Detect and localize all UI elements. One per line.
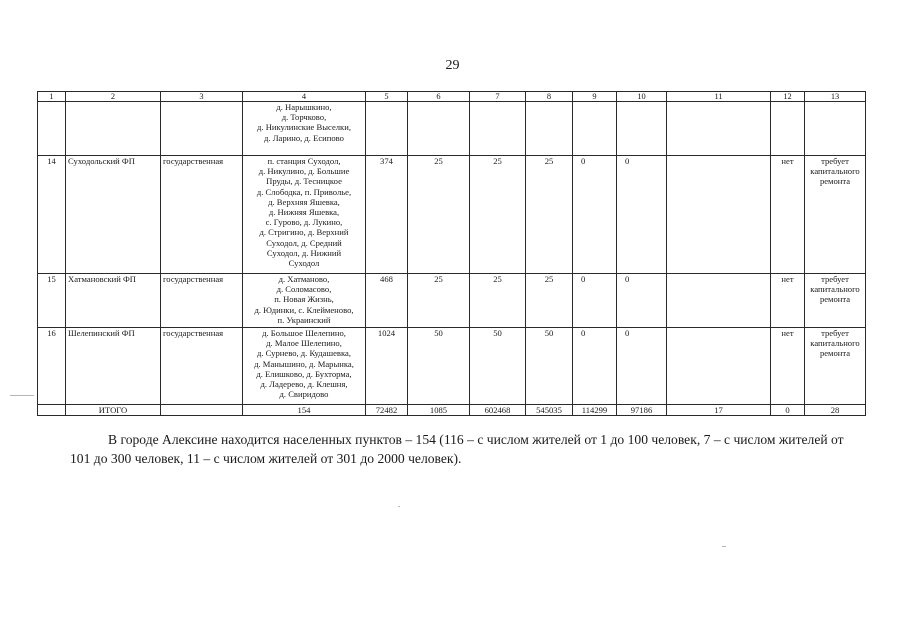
settlement-line: д. Свиридово — [279, 389, 329, 400]
facility-name: Шелепинский ФП — [66, 328, 161, 405]
settlement-line: Суходол, д. Нижний — [266, 247, 342, 258]
facility-name — [66, 102, 161, 156]
settlement-line: д. Юдинки, с. Клейменово, — [254, 304, 354, 315]
settlement-line: д. Соломасово, — [276, 284, 332, 295]
population: 374 — [366, 156, 408, 274]
settlements-list — [243, 274, 366, 328]
col-6-value: 50 — [408, 328, 470, 405]
condition-note: требует капитального ремонта — [805, 274, 866, 328]
total-col-12: 0 — [771, 405, 805, 416]
settlement-line: п. станция Суходол, — [267, 156, 341, 166]
settlement-line: п. Украинский — [277, 314, 331, 325]
col-10-value — [617, 102, 667, 156]
settlement-line: д. Манышино, д. Марынка, — [254, 358, 354, 369]
column-number: 7 — [470, 92, 526, 102]
column-number: 12 — [771, 92, 805, 102]
population — [366, 102, 408, 156]
total-empty-cell — [38, 405, 66, 416]
medical-facilities-table — [37, 91, 866, 416]
settlement-line: д. Сурнево, д. Кудашевка, — [257, 348, 351, 359]
column-number: 3 — [161, 92, 243, 102]
col-6-value: 25 — [408, 274, 470, 328]
col-6-value — [408, 102, 470, 156]
settlement-line: д. Нарышкино, — [276, 102, 332, 112]
settlement-line: д. Верхняя Яшевка, — [268, 196, 340, 207]
settlement-line: п. Новая Жизнь, — [274, 294, 334, 305]
total-col-6: 1085 — [408, 405, 470, 416]
settlement-line: д. Елишково, д. Бухторма, — [256, 368, 352, 379]
col-7-value: 50 — [470, 328, 526, 405]
table-row — [38, 156, 866, 274]
settlements-list — [243, 328, 366, 405]
total-col-9: 114299 — [573, 405, 617, 416]
scan-artifact — [10, 395, 34, 396]
col-11-value — [667, 102, 771, 156]
col-8-value: 50 — [526, 328, 573, 405]
total-col-11: 17 — [667, 405, 771, 416]
total-col-8: 545035 — [526, 405, 573, 416]
col-12-value — [771, 102, 805, 156]
facility-name: Суходольский ФП — [66, 156, 161, 274]
col-12-value: нет — [771, 328, 805, 405]
summary-paragraph: В городе Алексине находится населенных пунктов – 154 (116 – с числом жителей от 1 до 100 человек, 7 – с числом жителей от 101 до 300 человек, 11 – с числом жителей от 301 до 2000 человек). — [70, 432, 844, 466]
settlement-line: д. Большое Шелепино, — [262, 328, 346, 338]
settlements-list — [243, 156, 366, 274]
col-11-value — [667, 274, 771, 328]
settlement-line: д. Никулинские Выселки, — [257, 122, 351, 133]
col-9-value: 0 — [573, 156, 617, 274]
col-9-value — [573, 102, 617, 156]
col-11-value — [667, 156, 771, 274]
settlement-line: д. Ларино, д. Есипово — [264, 132, 344, 143]
settlements-list — [243, 102, 366, 156]
col-6-value: 25 — [408, 156, 470, 274]
settlement-line: Суходол — [288, 258, 320, 269]
column-number: 11 — [667, 92, 771, 102]
population: 468 — [366, 274, 408, 328]
total-population: 72482 — [366, 405, 408, 416]
condition-note: требует капитального ремонта — [805, 328, 866, 405]
total-col-13: 28 — [805, 405, 866, 416]
total-label: ИТОГО — [66, 405, 161, 416]
col-12-value: нет — [771, 156, 805, 274]
col-8-value: 25 — [526, 274, 573, 328]
col-10-value: 0 — [617, 156, 667, 274]
ownership-type: государственная — [161, 328, 243, 405]
col-8-value: 25 — [526, 156, 573, 274]
settlement-line: д. Торчково, — [281, 112, 327, 123]
column-number: 4 — [243, 92, 366, 102]
settlement-line: д. Хатманово, — [278, 274, 330, 284]
col-12-value: нет — [771, 274, 805, 328]
column-number-row — [38, 92, 866, 102]
table-row — [38, 328, 866, 405]
table-row — [38, 274, 866, 328]
total-empty-cell — [161, 405, 243, 416]
col-8-value — [526, 102, 573, 156]
settlement-line: д. Никулино, д. Большие — [258, 166, 350, 177]
column-number: 1 — [38, 92, 66, 102]
column-number: 9 — [573, 92, 617, 102]
ownership-type: государственная — [161, 274, 243, 328]
col-7-value: 25 — [470, 156, 526, 274]
facility-name: Хатмановский ФП — [66, 274, 161, 328]
total-col-7: 602468 — [470, 405, 526, 416]
page-number: 29 — [445, 58, 460, 73]
table-body — [38, 92, 866, 416]
col-10-value: 0 — [617, 274, 667, 328]
settlement-line: Пруды, д. Тесницкое — [266, 176, 342, 187]
col-11-value — [667, 328, 771, 405]
column-number: 2 — [66, 92, 161, 102]
column-number: 13 — [805, 92, 866, 102]
column-number: 8 — [526, 92, 573, 102]
settlement-line: д. Слободка, п. Приволье, — [256, 186, 352, 197]
scan-artifact — [398, 506, 400, 507]
row-number: 15 — [38, 274, 66, 328]
settlement-line: д. Ладерево, д. Клешня, — [260, 379, 348, 390]
scan-artifact — [722, 546, 726, 547]
column-number: 6 — [408, 92, 470, 102]
column-number: 5 — [366, 92, 408, 102]
col-9-value: 0 — [573, 328, 617, 405]
condition-note — [805, 102, 866, 156]
total-row — [38, 405, 866, 416]
settlement-line: Суходол, д. Средний — [266, 237, 342, 248]
condition-note: требует капитального ремонта — [805, 156, 866, 274]
table-row — [38, 102, 866, 156]
settlement-line: д. Малое Шелепино, — [266, 338, 342, 349]
total-col-10: 97186 — [617, 405, 667, 416]
settlement-line: д. Нижняя Яшевка, — [268, 207, 340, 218]
row-number — [38, 102, 66, 156]
settlement-line: с. Гурово, д. Лукино, — [265, 217, 343, 228]
row-number: 16 — [38, 328, 66, 405]
row-number: 14 — [38, 156, 66, 274]
column-number: 10 — [617, 92, 667, 102]
ownership-type — [161, 102, 243, 156]
col-7-value: 25 — [470, 274, 526, 328]
total-settlements: 154 — [243, 405, 366, 416]
col-7-value — [470, 102, 526, 156]
settlement-line: д. Стригино, д. Верхний — [259, 227, 349, 238]
col-9-value: 0 — [573, 274, 617, 328]
population: 1024 — [366, 328, 408, 405]
ownership-type: государственная — [161, 156, 243, 274]
col-10-value: 0 — [617, 328, 667, 405]
